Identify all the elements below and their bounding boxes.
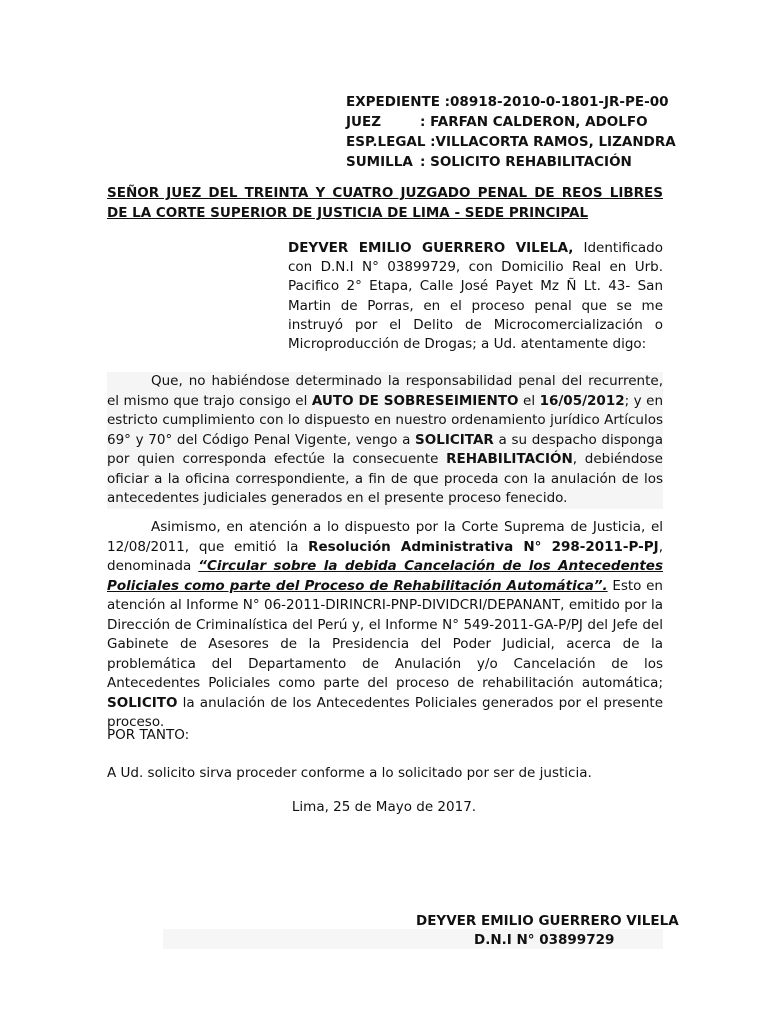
- paragraph-rehabilitation: [107, 372, 663, 509]
- sumilla-label: SUMILLA: [346, 154, 413, 170]
- esp-legal-label: ESP.LEGAL :: [346, 134, 436, 150]
- juez-label: JUEZ: [346, 114, 381, 130]
- p2-circular-title: “Circular sobre la debida Cancelación de los Antecedentes Policiales como parte del Proceso de Rehabilitación Automática”.: [107, 558, 663, 594]
- esp-legal-value: VILLACORTA RAMOS, LIZANDRA: [435, 134, 676, 150]
- signature-dni: D.N.I N° 03899729: [474, 932, 615, 948]
- juez-row: [346, 112, 666, 132]
- juez-value: : FARFAN CALDERON, ADOLFO: [420, 114, 648, 130]
- p1-text-3: ; y en estricto cumplimiento con lo dispuesto en nuestro ordenamiento jurídico Artículos 69° y 70° del Código Penal Vigente, vengo a: [107, 392, 664, 448]
- p1-text-5: , debiéndose oficiar a la oficina correspondiente, a fin de que proceda con la anulación de los antecedentes judiciales generados en el presente proceso fenecido.: [107, 451, 663, 506]
- sumilla-row: [346, 152, 666, 172]
- date-text: Lima, 25 de Mayo de 2017.: [291, 799, 477, 815]
- p2-text-3: Esto en atención al Informe N° 06-2011-DIRINCRI-PNP-DIVIDCRI/DEPANANT, emitido por la Dirección de Criminalística del Perú y, el Informe N° 549-2011-GA-P/PJ del Jefe del Gabinete de Asesores de la Presidencia del Poder Judicial, acerca de la problemática del Departamento de Anulación y/o Cancelación de los Antecedentes Policiales como parte del proceso de rehabilitación automática;: [107, 577, 663, 691]
- petitioner-block: [288, 239, 663, 354]
- p1-bold-solicitar: SOLICITAR: [415, 431, 494, 448]
- p2-bold-solicito: SOLICITO: [107, 694, 178, 711]
- petitioner-name: DEYVER EMILIO GUERRERO VILELA,: [288, 240, 574, 256]
- por-tanto-label: POR TANTO:: [107, 727, 190, 743]
- addressee-heading: SEÑOR JUEZ DEL TREINTA Y CUATRO JUZGADO PENAL DE REOS LIBRES DE LA CORTE SUPERIOR DE JUSTICIA DE LIMA - SEDE PRINCIPAL: [107, 185, 663, 221]
- p1-text-1: Que, no habiéndose determinado la responsabilidad penal del recurrente, el mismo que trajo consigo el: [107, 373, 663, 409]
- closing-request: A Ud. solicito sirva proceder conforme a lo solicitado por ser de justicia.: [107, 765, 592, 781]
- p1-text-4: a su despacho disponga por quien corresponda efectúe la consecuente: [107, 431, 663, 467]
- p1-text-2: el: [518, 392, 540, 409]
- petitioner-text: Identificado con D.N.I N° 03899729, con Domicilio Real en Urb. Pacifico 2° Etapa, Calle José Payet Mz Ñ Lt. 43- San Martin de Porras, en el proceso penal que se me instruyó por el Delito de Microcomercialización o Microproducción de Drogas; a Ud. atentamente digo:: [288, 240, 663, 353]
- date-line: [0, 797, 768, 817]
- signature-name: DEYVER EMILIO GUERRERO VILELA: [416, 913, 679, 929]
- p1-bold-date: 16/05/2012: [539, 392, 625, 409]
- expediente-value: 08918-2010-0-1801-JR-PE-00: [450, 94, 669, 110]
- esp-legal-row: [346, 132, 676, 152]
- p1-bold-auto: AUTO DE SOBRESEIMIENTO: [311, 392, 519, 409]
- expediente-row: [346, 92, 669, 112]
- case-header: [346, 92, 676, 172]
- paragraph-police-records: [107, 518, 663, 733]
- expediente-label: EXPEDIENTE :: [346, 94, 451, 110]
- p1-bold-rehabilitacion: REHABILITACIÓN: [446, 451, 573, 467]
- p2-bold-resolution: Resolución Administrativa N° 298-2011-P-PJ: [308, 538, 659, 555]
- sumilla-value: : SOLICITO REHABILITACIÓN: [420, 154, 632, 170]
- p2-text-2: , denominada: [107, 538, 663, 574]
- p2-text-4: la anulación de los Antecedentes Policiales generados por el presente proceso.: [107, 694, 663, 730]
- p2-text-1: Asimismo, en atención a lo dispuesto por la Corte Suprema de Justicia, el 12/08/2011, que emitió la: [107, 519, 663, 555]
